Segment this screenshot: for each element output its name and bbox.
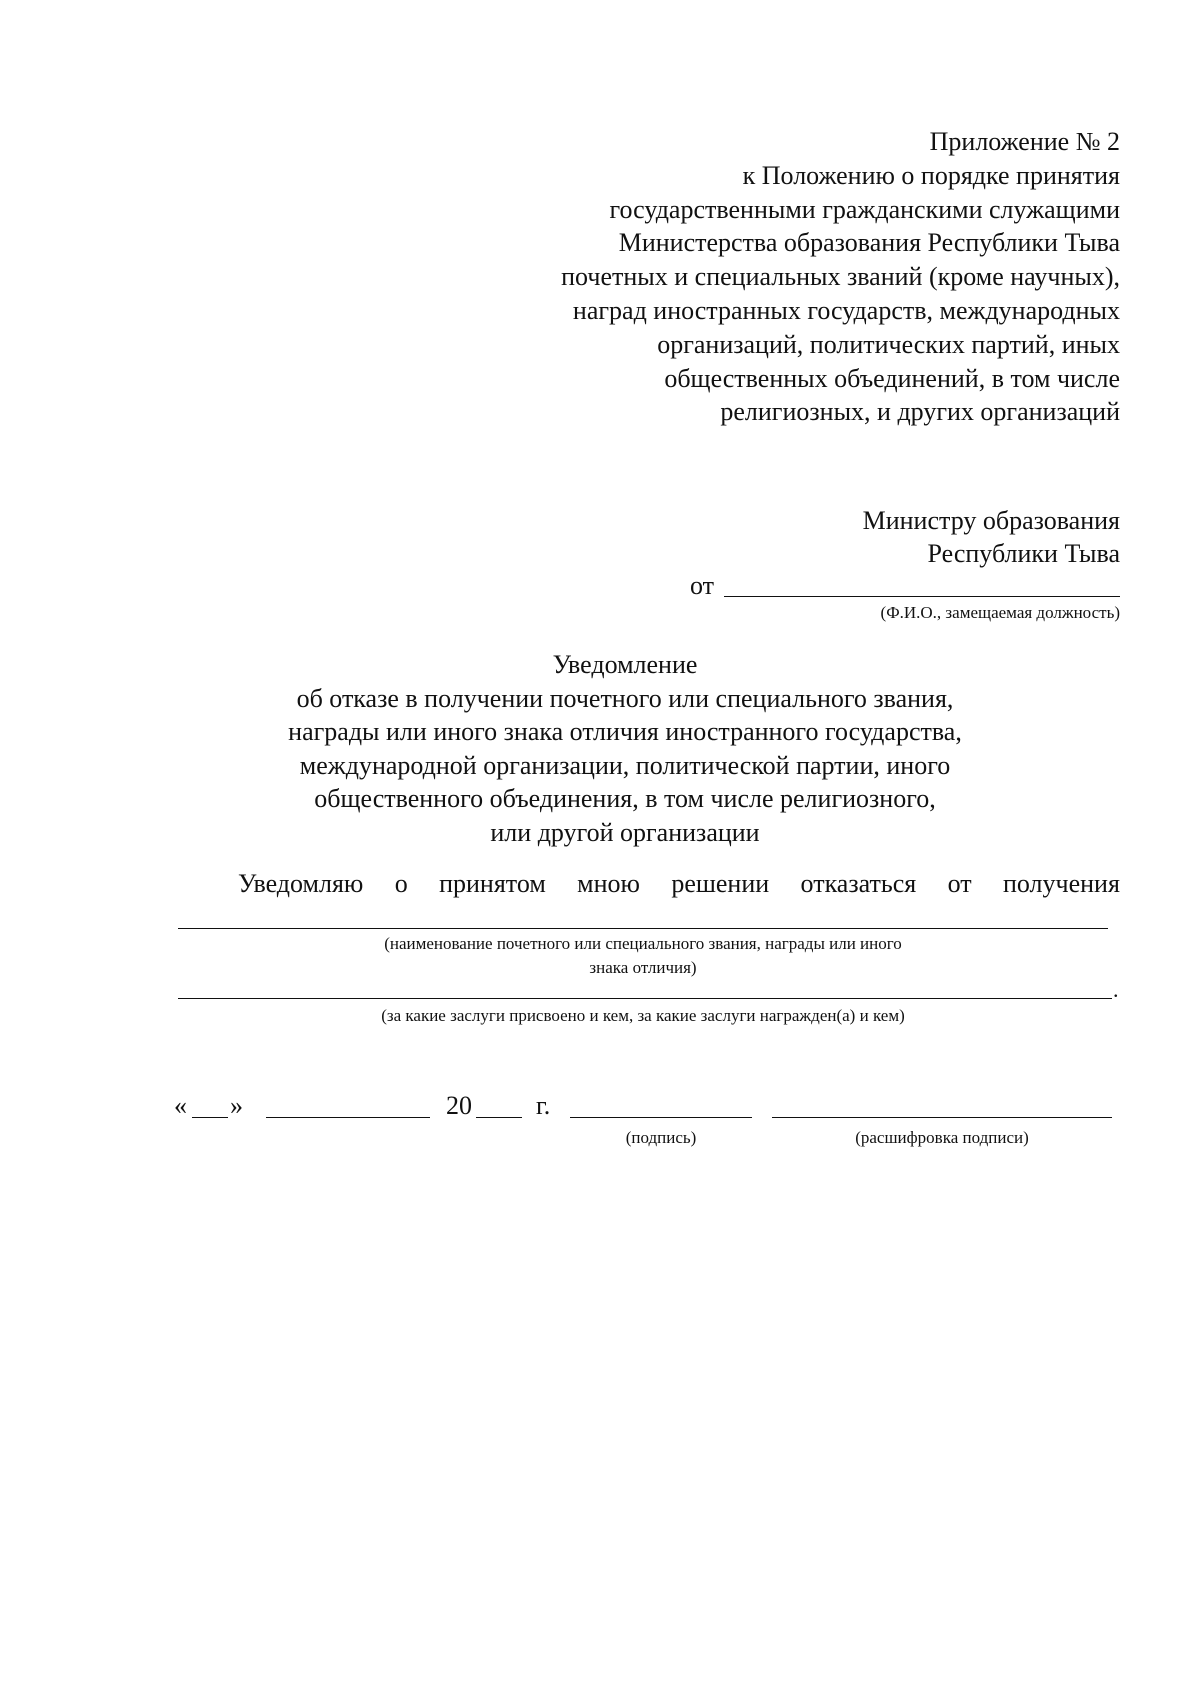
appendix-header [480, 125, 1120, 429]
addressee-line: Министру образования [862, 506, 1120, 535]
notice-title: Уведомление [552, 650, 698, 679]
year-prefix: 20 [446, 1091, 472, 1120]
body-word: мною [577, 869, 640, 898]
appendix-line: организаций, политических партий, иных [657, 329, 1120, 359]
award-name-hint [178, 932, 1108, 980]
merits-end-period: . [1113, 977, 1119, 1002]
appendix-line: почетных и специальных званий (кроме научных), [561, 262, 1120, 292]
appendix-line: Приложение № 2 [929, 127, 1120, 156]
from-hint: (Ф.И.О., замещаемая должность) [880, 603, 1120, 622]
notice-subtitle-line: общественного объединения, в том числе религиозного, [314, 784, 936, 813]
notice-subtitle-line: международной организации, политической партии, иного [299, 750, 951, 780]
award-name-field[interactable] [178, 928, 1108, 929]
from-row [690, 570, 1120, 604]
body-word: решении [671, 869, 770, 898]
merits-hint: (за какие заслуги присвоено и кем, за какие заслуги награжден(а) и кем) [381, 1006, 905, 1025]
notice-title-block [200, 648, 1050, 849]
body-word: от [947, 869, 972, 898]
appendix-line: государственными гражданскими служащими [609, 194, 1120, 224]
appendix-line: общественных объединений, в том числе [664, 363, 1120, 393]
addressee-block [720, 504, 1120, 570]
award-name-hint-line: (наименование почетного или специального звания, награды или иного [384, 934, 902, 953]
addressee-line: Республики Тыва [927, 539, 1120, 568]
date-close-quote: » [230, 1091, 243, 1120]
body-word: принятом [439, 869, 546, 898]
month-field[interactable] [266, 1117, 430, 1118]
merits-field[interactable] [178, 998, 1112, 999]
appendix-line: Министерства образования Республики Тыва [618, 228, 1120, 258]
appendix-line: наград иностранных государств, международных [572, 295, 1120, 325]
award-name-hint-line: знака отличия) [589, 958, 697, 977]
appendix-line: к Положению о порядке принятия [742, 160, 1120, 190]
signature-decode-hint: (расшифровка подписи) [855, 1128, 1029, 1147]
notice-subtitle-line: или другой организации [490, 817, 760, 847]
body-word: Уведомляю [238, 869, 364, 898]
body-statement [238, 868, 1120, 900]
day-field[interactable] [192, 1117, 228, 1118]
body-word: отказаться [800, 869, 917, 898]
notice-subtitle-line: награды или иного знака отличия иностранного государства, [288, 717, 962, 746]
body-word: о [394, 869, 408, 898]
year-field[interactable] [476, 1117, 522, 1118]
body-word: получения [1002, 869, 1120, 898]
notice-subtitle-line: об отказе в получении почетного или специального звания, [296, 683, 954, 713]
from-name-field[interactable] [724, 596, 1120, 597]
signature-hint: (подпись) [625, 1128, 697, 1147]
from-label: от [690, 571, 715, 600]
signature-decode-field[interactable] [772, 1117, 1112, 1118]
year-suffix: г. [536, 1091, 551, 1120]
date-signature-row [0, 1090, 1200, 1130]
date-open-quote: « [174, 1091, 187, 1120]
signature-field[interactable] [570, 1117, 752, 1118]
appendix-line: религиозных, и других организаций [720, 397, 1120, 427]
